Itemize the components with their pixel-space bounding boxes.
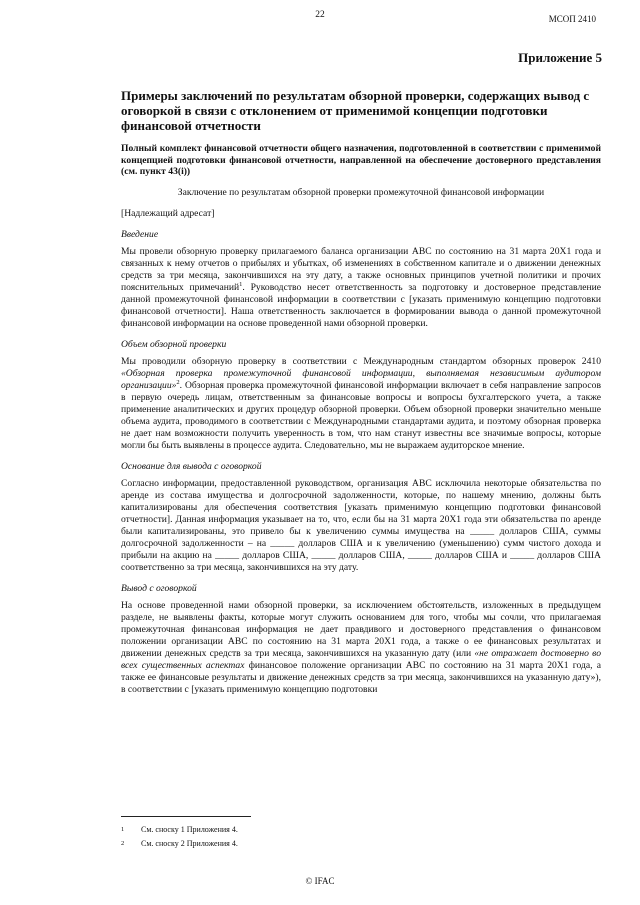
addressee: [Надлежащий адресат] xyxy=(121,207,215,219)
scope-standard-title: «Обзорная проверка промежуточной финансовой информации, выполняемая независимым аудитором организации» xyxy=(121,367,601,391)
section-subtitle: Полный комплект финансовой отчетности общего назначения, подготовленной в соответствии с применимой концепцией подготовки финансовой отчетности, направленной на обеспечение достоверного представления (см. пункт 43(i)) xyxy=(121,143,601,178)
appendix-label: Приложение 5 xyxy=(518,50,602,65)
footnote-mark: 2 xyxy=(121,840,125,847)
intro-text-2: . Руководство несет ответственность за подготовку и достоверное представление данной промежуточной финансовой информации в соответствии с [указать применимую концепцию подготовки финансовой отчетности]. Наша ответственность заключается в формировании вывода о данной промежуточной финансовой информации на основе проведенной нами обзорной проверки. xyxy=(121,281,602,329)
footnote-mark: 1 xyxy=(121,826,125,833)
footnote-ref-1: 1 xyxy=(239,280,243,288)
report-title: Заключение по результатам обзорной проверки промежуточной финансовой информации xyxy=(177,186,545,198)
basis-heading: Основание для вывода с оговоркой xyxy=(121,460,262,472)
scope-heading: Объем обзорной проверки xyxy=(121,338,227,350)
footnote-item xyxy=(121,823,581,837)
footnotes xyxy=(121,823,581,851)
intro-paragraph xyxy=(121,246,601,330)
footnote-item xyxy=(121,837,581,851)
scope-text-2: . Обзорная проверка промежуточной финансовой информации включает в себя направление запросов в первую очередь лицам, ответственным за финансовые вопросы и вопросы бухгалтерского учета, а также применение аналитических и других процедур обзорной проверки. Объем обзорной проверки значительно меньше объема аудита, проводимого в соответствии с Международными стандартами аудита, и поэтому обзорная проверка не дает нам возможности получить уверенность в том, что нам станут известны все значимые вопросы, которые могли бы быть выявлены в процессе аудита. Следовательно, мы не выражаем аудиторское мнение. xyxy=(121,379,601,451)
footnote-ref-2: 2 xyxy=(176,378,180,386)
intro-heading: Введение xyxy=(121,228,159,240)
page-title: Примеры заключений по результатам обзорной проверки, содержащих вывод с оговоркой в связи с отклонением от применимой концепции подготовки финансовой отчетности xyxy=(121,88,590,133)
conclusion-text-1: На основе проведенной нами обзорной проверки, за исключением обстоятельств, изложенных в предыдущем разделе, не выявлены факты, которые могут служить основанием для того, чтобы мы сочли, что прилагаемая промежуточная финансовая информация не дает правдивого и достоверного представления о финансовом положении организации ABC по состоянию на 31 марта 20X1 года, а также о ее финансовых результатах и движении денежных средств за три месяца, закончившихся на указанную дату (или xyxy=(121,599,601,659)
page-number: 22 xyxy=(315,10,325,20)
standard-code: МСОП 2410 xyxy=(548,14,596,24)
main-content xyxy=(121,88,601,705)
conclusion-paragraph xyxy=(121,600,601,696)
conclusion-text-2: финансовое положение организации ABC по состоянию на 31 марта 20X1 года, а также ее финансовые результаты и движение денежных средств за три месяца, закончившихся на указанную дату»), в соответствии с [указать применимую концепцию подготовки xyxy=(121,659,601,695)
footnote-text: См. сноску 2 Приложения 4. xyxy=(141,839,238,848)
intro-text-1: Мы провели обзорную проверку прилагаемого баланса организации ABC по состоянию на 31 марта 20X1 года и связанных к нему отчетов о прибылях и убытках, об изменениях в собственном капитале и о движении денежных средств за три месяца, закончившихся на эту дату, а также основных принципов учетной политики и прочих пояснительных примечаний xyxy=(121,245,601,293)
conclusion-heading: Вывод с оговоркой xyxy=(121,582,197,594)
footnote-text: См. сноску 1 Приложения 4. xyxy=(141,825,238,834)
scope-text-1: Мы проводили обзорную проверку в соответствии с Международным стандартом обзорных проверок 2410 xyxy=(121,355,601,367)
basis-paragraph: Согласно информации, предоставленной руководством, организация ABC исключила некоторые обязательства по аренде из состава имущества и долгосрочной задолженности, которые, по нашему мнению, должны быть капитализированы для обеспечения соответствия [указать применимую концепцию подготовки финансовой отчетности]. Данная информация указывает на то, что, если бы на 31 марта 20X1 года эти обязательства по аренде были капитализированы, это привело бы к увеличению суммы имущества на _____ долларов США, суммы долгосрочной задолженности – на _____ долларов США и к увеличению (уменьшению) сумм чистого дохода и прибыли на акцию на _____ долларов США, _____ долларов США, _____ долларов США и _____ долларов США соответственно за три месяца, закончившихся на эту дату. xyxy=(121,477,601,573)
scope-paragraph xyxy=(121,356,601,452)
footnote-divider xyxy=(121,816,251,817)
copyright-footer: © IFAC xyxy=(305,876,335,886)
conclusion-italic: «не отражает достоверно во всех существенных аспектах xyxy=(121,647,601,671)
